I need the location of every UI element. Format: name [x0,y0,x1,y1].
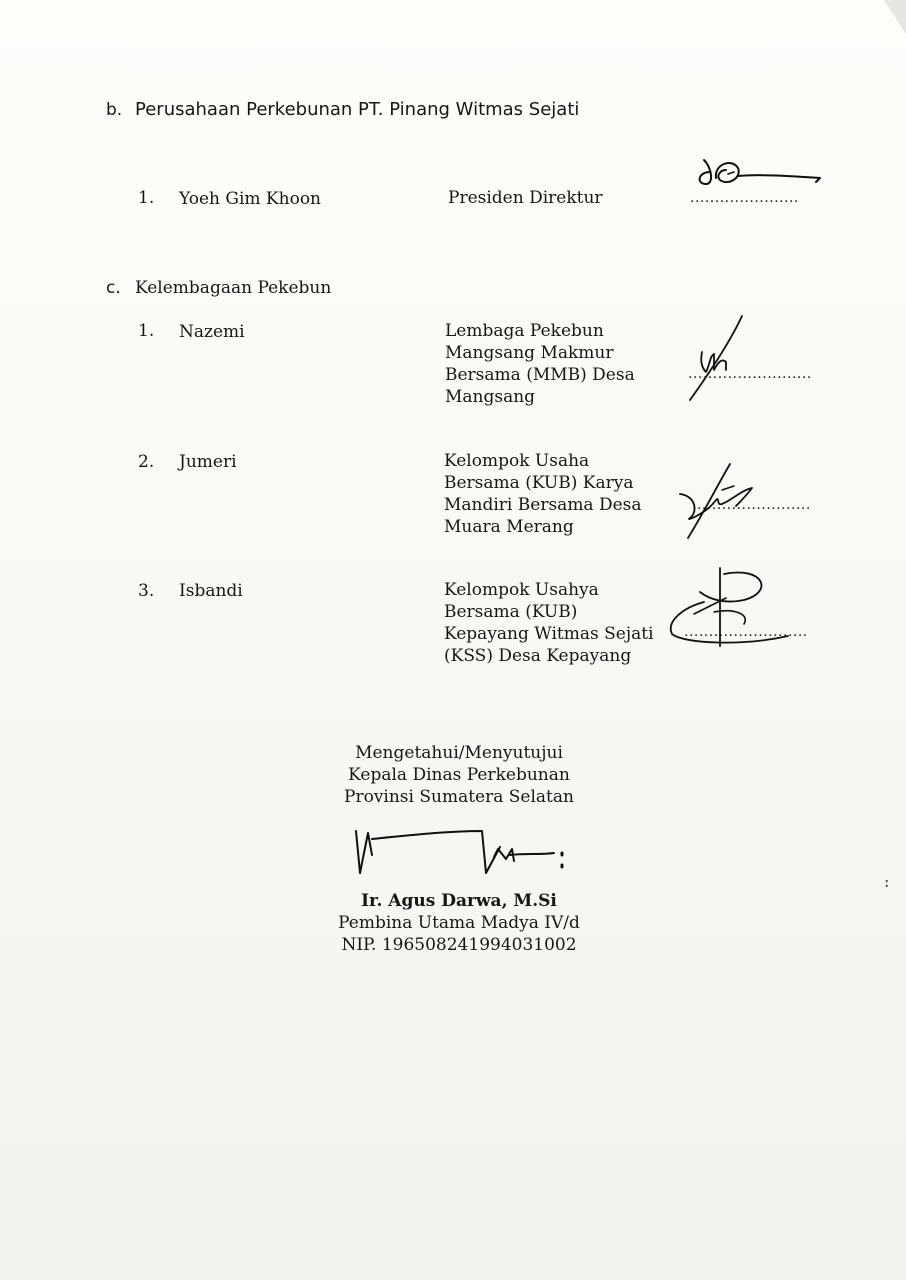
approval-line: Mengetahui/Menyutujui [355,743,563,763]
role-line: Mangsang Makmur [445,343,614,363]
approval-heading [280,742,638,808]
official-block [280,890,638,956]
official-nip: NIP. 196508241994031002 [341,935,577,955]
signature-yoeh-gim-khoon [690,150,830,200]
signatory-role [444,450,642,538]
signatory-role [445,320,635,408]
section-b-title: Perusahaan Perkebunan PT. Pinang Witmas Sejati [135,99,580,120]
role-line: Kelompok Usahya [444,580,599,600]
role-line: Muara Merang [444,517,574,537]
section-b-marker: b. [106,100,123,120]
role-line: Mandiri Bersama Desa [444,495,642,515]
role-line: Bersama (KUB) [444,602,578,622]
signature-dotted-line: ......................... [688,366,812,382]
official-name: Ir. Agus Darwa, M.Si [361,891,557,911]
role-line: Mangsang [445,387,536,407]
margin-mark: : [884,872,890,891]
role-line: (KSS) Desa Kepayang [444,646,632,666]
official-rank: Pembina Utama Madya IV/d [338,913,580,933]
role-line: Bersama (KUB) Karya [444,473,634,493]
signatory-role [444,579,654,667]
signature-nazemi [680,312,770,404]
signatory-name: Jumeri [179,452,237,472]
role-line: Kelompok Usaha [444,451,590,471]
signature-jumeri [676,460,772,542]
signature-isbandi [664,562,804,652]
signatory-role [448,187,603,209]
role-line: Presiden Direktur [448,188,603,208]
signatory-name: Nazemi [179,322,245,342]
section-c-marker: c. [106,278,121,298]
signatory-name: Yoeh Gim Khoon [179,189,322,209]
signatory-name: Isbandi [179,581,243,601]
signature-agus-darwa [350,825,580,897]
signature-dotted-line: ...................... [690,190,799,206]
signature-dotted-line: ........................ [692,497,811,513]
section-c-title: Kelembagaan Pekebun [135,278,332,298]
approval-line: Provinsi Sumatera Selatan [344,787,574,807]
signatory-number: 1. [138,321,155,341]
role-line: Kepayang Witmas Sejati [444,624,654,644]
folded-corner [884,0,906,34]
signatory-number: 3. [138,581,155,601]
signature-dotted-line: ......................... [684,624,808,640]
role-line: Bersama (MMB) Desa [445,365,635,385]
signatory-number: 1. [138,188,155,208]
role-line: Lembaga Pekebun [445,321,604,341]
approval-line: Kepala Dinas Perkebunan [348,765,570,785]
signatory-number: 2. [138,452,155,472]
